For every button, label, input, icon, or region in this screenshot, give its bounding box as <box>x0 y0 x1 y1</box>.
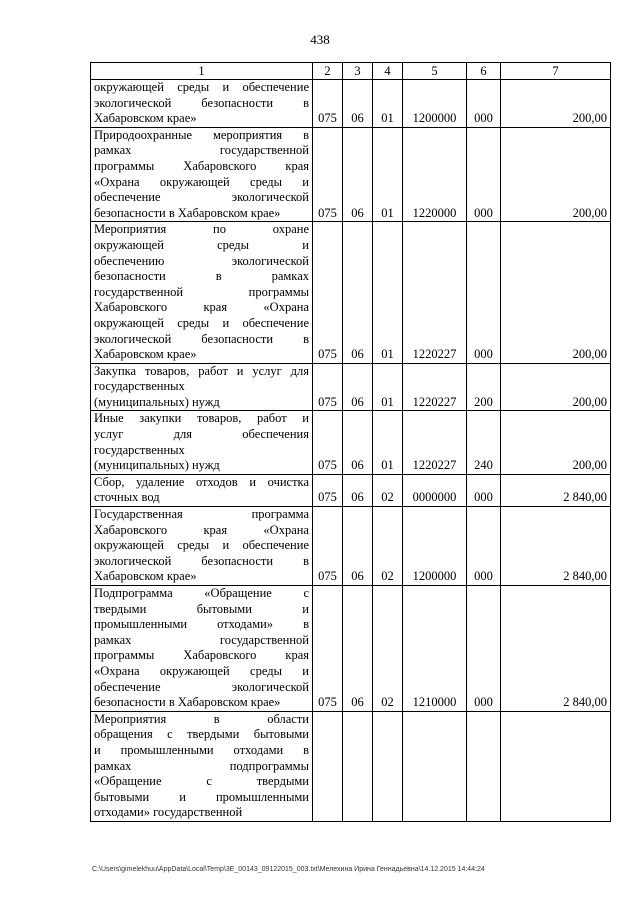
description-line: «Охрана окружающей среды и <box>94 663 309 678</box>
table-row <box>91 80 611 128</box>
code-subsection <box>373 711 403 821</box>
amount: 200,00 <box>501 363 611 411</box>
row-description <box>91 127 313 222</box>
description-line: безопасности в Хабаровском крае» <box>94 205 281 220</box>
code-section: 06 <box>343 80 373 128</box>
code-expense-type: 240 <box>467 411 501 474</box>
description-line: (муниципальных) нужд <box>94 394 220 409</box>
description-line: промышленными отходами» в <box>94 617 309 632</box>
code-target-article: 1200000 <box>403 80 467 128</box>
row-description <box>91 363 313 411</box>
table-row <box>91 363 611 411</box>
description-line: Государственная программа <box>94 507 309 522</box>
row-description <box>91 411 313 474</box>
code-ministry <box>313 711 343 821</box>
code-section: 06 <box>343 507 373 586</box>
description-line: экологической безопасности в <box>94 553 309 568</box>
code-expense-type: 000 <box>467 80 501 128</box>
code-section: 06 <box>343 586 373 712</box>
table-row <box>91 711 611 821</box>
description-line: обеспечению экологической <box>94 253 309 268</box>
table-row <box>91 507 611 586</box>
code-subsection: 01 <box>373 222 403 363</box>
column-header: 4 <box>373 63 403 80</box>
code-target-article: 1200000 <box>403 507 467 586</box>
code-section: 06 <box>343 411 373 474</box>
description-line: окружающей среды и обеспечение <box>94 315 309 330</box>
amount: 2 840,00 <box>501 507 611 586</box>
description-line: экологической безопасности в <box>94 331 309 346</box>
description-line: Закупка товаров, работ и услуг для <box>94 363 309 378</box>
description-line: экологической безопасности в <box>94 95 309 110</box>
description-line: бытовыми и промышленными <box>94 789 309 804</box>
description-line: (муниципальных) нужд <box>94 458 220 473</box>
description-line: безопасности в рамках <box>94 269 309 284</box>
code-target-article <box>403 711 467 821</box>
code-section <box>343 711 373 821</box>
description-line: Хабаровском крае» <box>94 111 197 126</box>
code-ministry: 075 <box>313 127 343 222</box>
row-description <box>91 711 313 821</box>
code-ministry: 075 <box>313 363 343 411</box>
code-subsection: 01 <box>373 363 403 411</box>
table-row <box>91 411 611 474</box>
description-line: окружающей среды и обеспечение <box>94 538 309 553</box>
description-line: обращения с твердыми бытовыми <box>94 727 309 742</box>
description-line: Подпрограмма «Обращение с <box>94 586 309 600</box>
row-description <box>91 80 313 128</box>
row-description <box>91 474 313 506</box>
row-description <box>91 586 313 712</box>
code-target-article: 1220227 <box>403 222 467 363</box>
code-section: 06 <box>343 127 373 222</box>
column-header: 7 <box>501 63 611 80</box>
page-number: 438 <box>310 32 330 47</box>
code-ministry: 075 <box>313 507 343 586</box>
code-target-article: 1220000 <box>403 127 467 222</box>
code-expense-type: 000 <box>467 474 501 506</box>
code-target-article: 0000000 <box>403 474 467 506</box>
table-row <box>91 222 611 363</box>
description-line: программы Хабаровского края <box>94 158 309 173</box>
amount: 200,00 <box>501 80 611 128</box>
code-expense-type: 000 <box>467 507 501 586</box>
budget-table <box>90 62 611 822</box>
description-line: отходами» государственной <box>94 805 243 820</box>
description-line: твердыми бытовыми и <box>94 601 309 616</box>
description-line: государственной программы <box>94 284 309 299</box>
code-target-article: 1210000 <box>403 586 467 712</box>
code-target-article: 1220227 <box>403 411 467 474</box>
column-header: 2 <box>313 63 343 80</box>
table-row <box>91 474 611 506</box>
description-line: безопасности в Хабаровском крае» <box>94 695 281 710</box>
code-expense-type: 000 <box>467 222 501 363</box>
description-line: программы Хабаровского края <box>94 648 309 663</box>
amount: 200,00 <box>501 411 611 474</box>
row-description <box>91 222 313 363</box>
code-subsection: 01 <box>373 411 403 474</box>
row-description <box>91 507 313 586</box>
description-line: Мероприятия по охране <box>94 222 309 237</box>
code-subsection: 02 <box>373 474 403 506</box>
description-line: рамках государственной <box>94 632 309 647</box>
code-subsection: 02 <box>373 507 403 586</box>
code-ministry: 075 <box>313 474 343 506</box>
description-line: Хабаровском крае» <box>94 569 197 584</box>
description-line: окружающей среды и <box>94 237 309 252</box>
code-ministry: 075 <box>313 411 343 474</box>
description-line: рамках подпрограммы <box>94 758 309 773</box>
file-path-footer: C:\Users\gimelekhuu\AppData\Local\Temp\3E_00143_09122015_003.txt\Мелехина Ирина Геннадьевна\14.12.2015 14:44:24 <box>92 866 485 873</box>
amount: 200,00 <box>501 222 611 363</box>
description-line: государственных <box>94 379 185 394</box>
description-line: Сбор, удаление отходов и очистка <box>94 474 309 489</box>
code-expense-type: 000 <box>467 586 501 712</box>
table-row <box>91 586 611 712</box>
description-line: государственных <box>94 442 185 457</box>
code-section: 06 <box>343 222 373 363</box>
code-section: 06 <box>343 363 373 411</box>
code-ministry: 075 <box>313 222 343 363</box>
code-ministry: 075 <box>313 80 343 128</box>
description-line: «Охрана окружающей среды и <box>94 174 309 189</box>
description-line: «Обращение с твердыми <box>94 774 309 789</box>
code-subsection: 02 <box>373 586 403 712</box>
description-line: Природоохранные мероприятия в <box>94 127 309 142</box>
description-line: Иные закупки товаров, работ и <box>94 411 309 426</box>
amount <box>501 711 611 821</box>
column-header: 3 <box>343 63 373 80</box>
description-line: Хабаровского края «Охрана <box>94 522 309 537</box>
table-header-row <box>91 63 611 80</box>
column-header: 1 <box>91 63 313 80</box>
description-line: рамках государственной <box>94 143 309 158</box>
code-expense-type: 000 <box>467 127 501 222</box>
amount: 200,00 <box>501 127 611 222</box>
description-line: Хабаровском крае» <box>94 347 197 362</box>
code-subsection: 01 <box>373 127 403 222</box>
description-line: и промышленными отходами в <box>94 742 309 757</box>
description-line: Хабаровского края «Охрана <box>94 300 309 315</box>
description-line: услуг для обеспечения <box>94 427 309 442</box>
column-header: 6 <box>467 63 501 80</box>
description-line: обеспечение экологической <box>94 190 309 205</box>
amount: 2 840,00 <box>501 474 611 506</box>
description-line: сточных вод <box>94 490 160 505</box>
code-subsection: 01 <box>373 80 403 128</box>
amount: 2 840,00 <box>501 586 611 712</box>
description-line: Мероприятия в области <box>94 711 309 726</box>
code-expense-type <box>467 711 501 821</box>
description-line: окружающей среды и обеспечение <box>94 80 309 94</box>
code-section: 06 <box>343 474 373 506</box>
column-header: 5 <box>403 63 467 80</box>
table-row <box>91 127 611 222</box>
code-expense-type: 200 <box>467 363 501 411</box>
description-line: обеспечение экологической <box>94 679 309 694</box>
code-target-article: 1220227 <box>403 363 467 411</box>
code-ministry: 075 <box>313 586 343 712</box>
